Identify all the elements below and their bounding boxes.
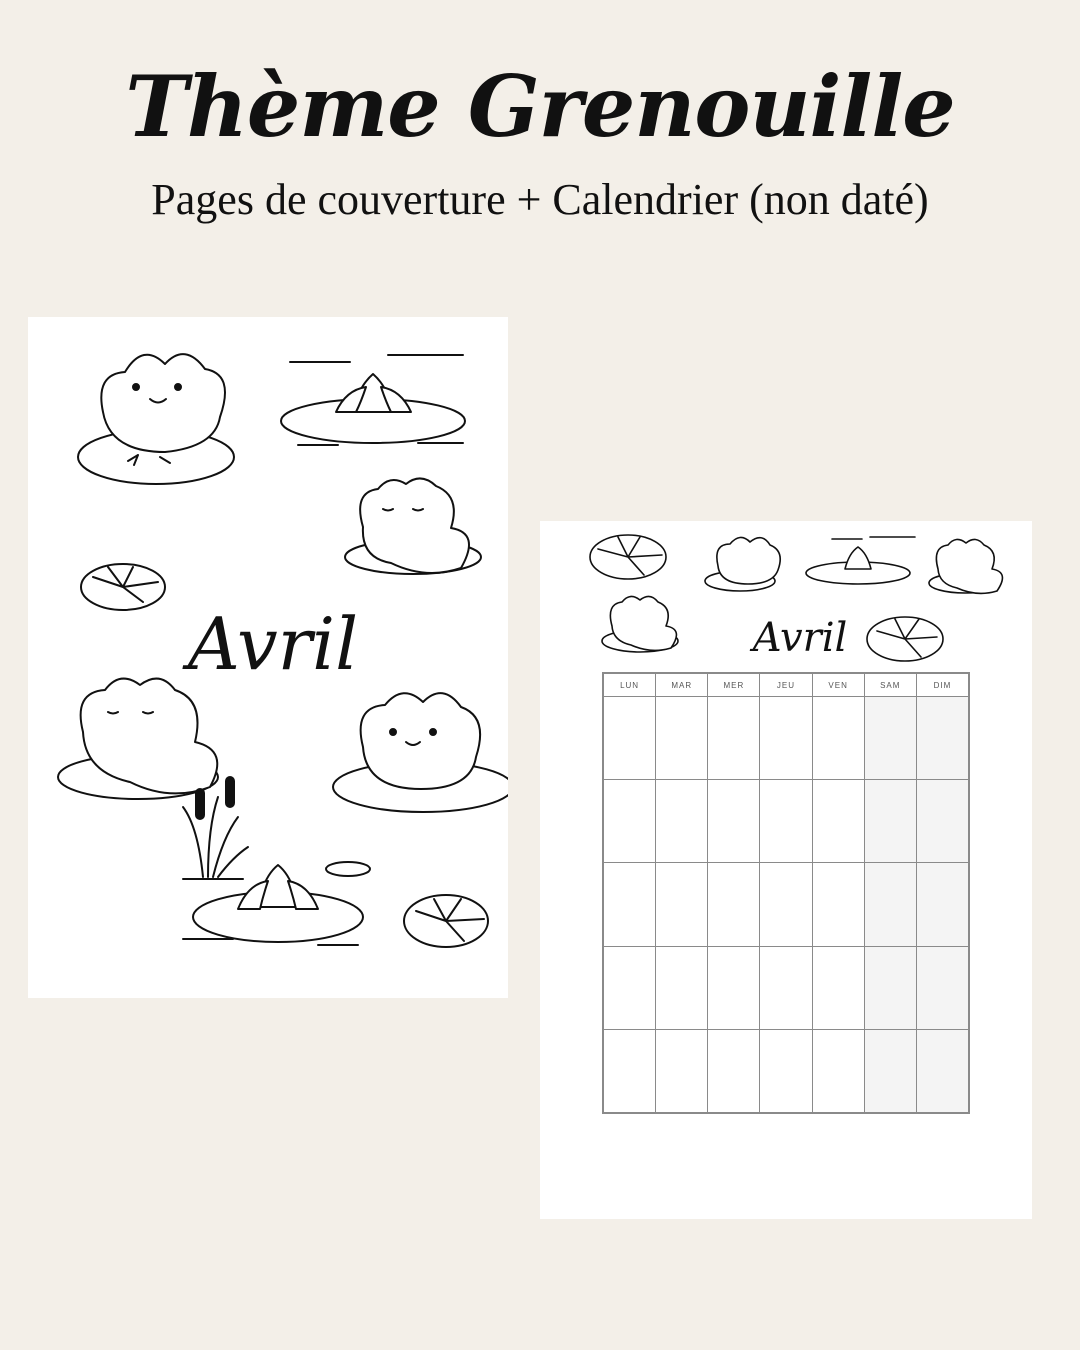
calendar-day-cell [916, 780, 968, 863]
lily-pad-icon [867, 617, 943, 661]
frog-icon [345, 478, 481, 574]
frog-icon [602, 596, 678, 652]
calendar-week-row [604, 697, 969, 780]
calendar-day-cell [708, 863, 760, 946]
cover-month-title: Avril [187, 602, 359, 686]
calendar-day-cell [656, 863, 708, 946]
calendar-day-cell [916, 863, 968, 946]
calendar-day-cell [812, 946, 864, 1029]
calendar-day-cell [708, 697, 760, 780]
page-title: Thème Grenouille [125, 57, 955, 156]
weekday-label: JEU [760, 674, 812, 697]
calendar-day-cell [656, 780, 708, 863]
calendar-day-cell [604, 780, 656, 863]
calendar-grid [602, 672, 970, 1114]
frog-icon [58, 679, 218, 799]
calendar-day-cell [812, 1029, 864, 1112]
calendar-month-title: Avril [752, 615, 848, 661]
calendar-day-cell [656, 697, 708, 780]
calendar-day-cell [864, 863, 916, 946]
calendar-day-cell [812, 697, 864, 780]
calendar-day-cell [708, 1029, 760, 1112]
calendar-day-cell [864, 946, 916, 1029]
calendar-day-cell [864, 780, 916, 863]
frog-icon [705, 537, 780, 591]
calendar-day-cell [604, 863, 656, 946]
lily-pad-icon [81, 564, 165, 610]
weekday-label: MAR [656, 674, 708, 697]
calendar-day-cell [916, 697, 968, 780]
water-lily-icon [281, 355, 465, 445]
calendar-week-row [604, 863, 969, 946]
lily-pad-icon [404, 895, 488, 947]
calendar-day-cell [760, 946, 812, 1029]
calendar-day-cell [916, 1029, 968, 1112]
water-lily-icon [183, 862, 370, 945]
calendar-day-cell [708, 946, 760, 1029]
cover-page [28, 317, 508, 998]
calendar-day-cell [604, 697, 656, 780]
water-lily-icon [806, 537, 915, 584]
calendar-day-cell [864, 697, 916, 780]
calendar-page [540, 521, 1032, 1219]
calendar-day-cell [708, 780, 760, 863]
calendar-day-cell [760, 863, 812, 946]
calendar-day-cell [656, 1029, 708, 1112]
weekday-label: SAM [864, 674, 916, 697]
weekday-label: DIM [916, 674, 968, 697]
calendar-day-cell [812, 863, 864, 946]
weekday-label: LUN [604, 674, 656, 697]
frog-icon [333, 693, 508, 812]
frog-icon [929, 539, 1002, 593]
calendar-day-cell [760, 697, 812, 780]
calendar-day-cell [760, 1029, 812, 1112]
calendar-week-row [604, 946, 969, 1029]
calendar-day-cell [812, 780, 864, 863]
calendar-week-row [604, 780, 969, 863]
calendar-day-cell [604, 1029, 656, 1112]
calendar-day-cell [916, 946, 968, 1029]
lily-pad-icon [590, 535, 666, 579]
calendar-week-row [604, 1029, 969, 1112]
calendar-day-cell [864, 1029, 916, 1112]
calendar-day-cell [656, 946, 708, 1029]
calendar-day-cell [604, 946, 656, 1029]
calendar-day-cell [760, 780, 812, 863]
frog-icon [78, 354, 234, 484]
weekday-label: VEN [812, 674, 864, 697]
weekday-header-row [604, 674, 969, 697]
page-subtitle: Pages de couverture + Calendrier (non daté) [151, 175, 929, 224]
weekday-label: MER [708, 674, 760, 697]
